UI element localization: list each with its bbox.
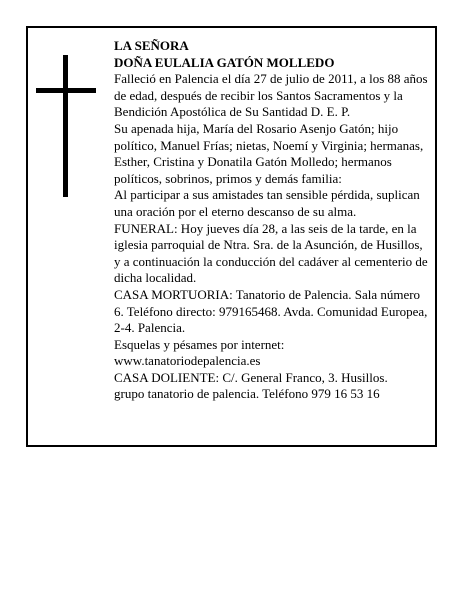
online-condolences-label: Esquelas y pésames por internet: [114,336,285,352]
cross-vertical-bar [63,55,68,197]
deceased-name: DOÑA EULALIA GATÓN MOLLEDO [114,54,335,70]
funeral-home-info: CASA MORTUORIA: Tanatorio de Palencia. Sala número 6. Teléfono directo: 979165468. Avda. Comunidad Europea, 2-4. Palencia. [114,286,428,336]
cross-horizontal-bar [36,88,96,93]
prayer-request: Al participar a sus amistades tan sensible pérdida, suplican una oración por el eterno descanso de su alma. [114,187,420,219]
latin-cross-icon [36,55,96,197]
family-home-info: CASA DOLIENTE: C/. General Franco, 3. Husillos. [114,369,388,385]
title-line-1: LA SEÑORA [114,38,189,53]
obituary-text [114,38,432,403]
death-announcement: Falleció en Palencia el día 27 de julio de 2011, a los 88 años de edad, después de recibir los Santos Sacramentos y la Bendición Apostólica de Su Santidad D. E. P. [114,71,428,120]
contact-phone: grupo tanatorio de palencia. Teléfono 979 16 53 16 [114,386,380,402]
website-link: www.tanatoriodepalencia.es [114,353,261,369]
funeral-info: FUNERAL: Hoy jueves día 28, a las seis de la tarde, en la iglesia parroquial de Ntra. Sra. de la Asunción, de Husillos, y a continuación la conducción del cadáver al cementerio de dicha localidad. [114,220,428,286]
family-list: Su apenada hija, María del Rosario Asenjo Gatón; hijo político, Manuel Frías; nietas, Noemí y Virginia; hermanas, Esther, Cristina y Donatila Gatón Molledo; hermanos políticos, sobrinos, primos y demás familia: [114,120,424,186]
